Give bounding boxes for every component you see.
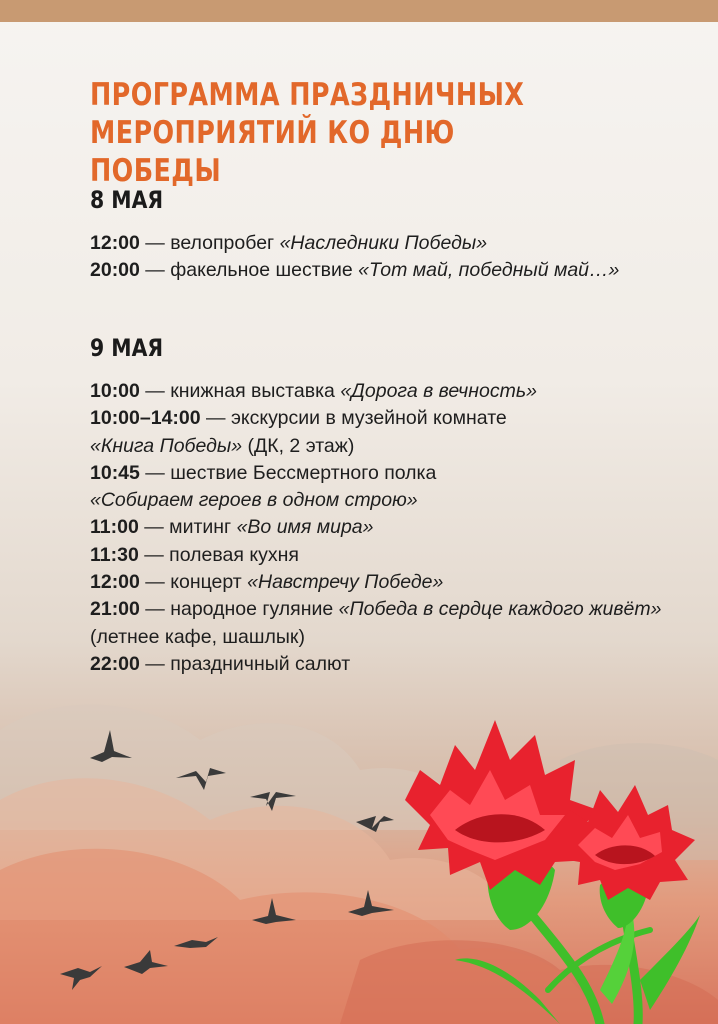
event-name: «Тот май, победный май…»	[358, 259, 620, 282]
event-dash: —	[139, 232, 171, 254]
event-text: праздничный салют	[170, 652, 351, 675]
event-time: 12:00	[90, 571, 140, 594]
event-text: шествие Бессмертного полка	[170, 461, 437, 484]
schedule-item	[90, 596, 670, 651]
schedule-item	[90, 651, 670, 678]
day-heading-may-9: 9 МАЯ	[90, 334, 164, 362]
event-dash: —	[139, 380, 171, 402]
schedule-item	[90, 257, 670, 284]
day-heading-may-8: 8 МАЯ	[90, 186, 164, 214]
event-dash: —	[139, 571, 171, 594]
event-name: «Навстречу Победе»	[247, 571, 444, 594]
event-name: «Книга Победы»	[90, 434, 243, 457]
event-text: полевая кухня	[169, 543, 299, 566]
event-extra: (ДК, 2 этаж)	[242, 434, 355, 457]
schedule-list-may-8	[90, 230, 670, 285]
event-dash: —	[138, 516, 170, 539]
event-time: 11:00	[90, 516, 139, 539]
event-time: 21:00	[90, 598, 140, 621]
event-text: концерт	[170, 571, 248, 594]
event-text: митинг	[169, 516, 237, 539]
event-name: «Во имя мира»	[236, 516, 374, 539]
title-line-2: МЕРОПРИЯТИЙ КО ДНЮ ПОБЕДЫ	[90, 115, 455, 189]
event-extra: (летнее кафе, шашлык)	[90, 625, 305, 648]
event-dash: —	[139, 598, 171, 621]
event-dash: —	[200, 407, 231, 430]
event-time: 11:30	[90, 543, 139, 566]
event-time: 22:00	[90, 652, 140, 675]
event-name: «Собираем героев в одном строю»	[90, 489, 418, 512]
schedule-item	[90, 378, 670, 405]
event-time: 10:00	[90, 380, 140, 402]
event-time: 12:00	[90, 232, 140, 254]
event-name: «Победа в сердце каждого живёт»	[338, 598, 662, 621]
event-text: факельное шествие	[170, 259, 359, 282]
event-text: экскурсии в музейной комнате	[230, 407, 507, 430]
schedule-item	[90, 230, 670, 257]
event-dash: —	[139, 652, 171, 675]
schedule-item	[90, 460, 670, 515]
schedule-item	[90, 405, 670, 460]
event-text: велопробег	[170, 232, 280, 254]
schedule-item	[90, 569, 670, 596]
event-dash: —	[139, 461, 171, 484]
event-time: 10:45	[90, 461, 140, 484]
event-dash: —	[139, 259, 171, 282]
event-time: 20:00	[90, 259, 140, 282]
schedule-list-may-9	[90, 378, 670, 678]
event-name: «Дорога в вечность»	[340, 380, 537, 402]
schedule-item	[90, 514, 670, 541]
event-text: книжная выставка	[170, 380, 341, 402]
event-name: «Наследники Победы»	[279, 232, 488, 254]
event-text: народное гуляние	[170, 598, 339, 621]
title-line-1: ПРОГРАММА ПРАЗДНИЧНЫХ	[90, 77, 525, 113]
event-time: 10:00–14:00	[90, 407, 201, 430]
schedule-item	[90, 542, 670, 569]
page-title	[90, 76, 582, 190]
event-dash: —	[138, 543, 170, 566]
